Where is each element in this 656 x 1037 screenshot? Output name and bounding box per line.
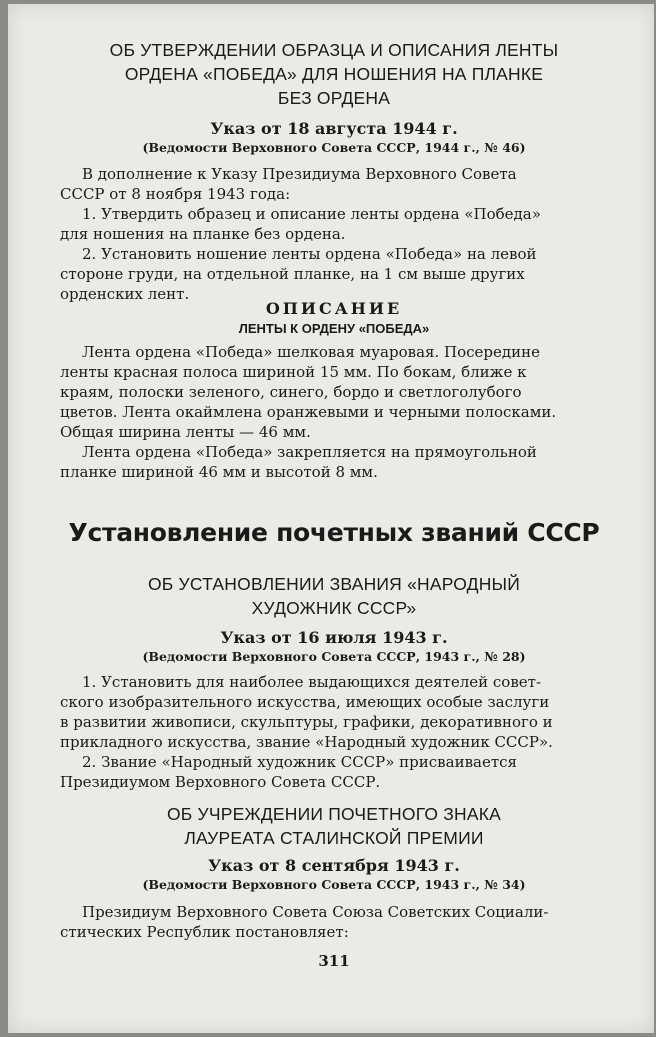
decree-title-victory-ribbon: ОБ УТВЕРЖДЕНИИ ОБРАЗЦА И ОПИСАНИЯ ЛЕНТЫ ОРДЕНА «ПОБЕДА» ДЛЯ НОШЕНИЯ НА ПЛАНКЕ БЕЗ ОРДЕНА [109,40,559,108]
book-page [8,4,654,1033]
decree-source: (Ведомости Верховного Совета СССР, 1943 г., № 28) [142,649,526,664]
section-title: Установление почетных званий СССР [68,518,600,547]
decree-title-peoples-artist: ОБ УСТАНОВЛЕНИИ ЗВАНИЯ «НАРОДНЫЙ ХУДОЖНИК СССР» [147,574,521,618]
decree-title-stalin-prize-badge: ОБ УЧРЕЖДЕНИИ ПОЧЕТНОГО ЗНАКА ЛАУРЕАТА СТАЛИНСКОЙ ПРЕМИИ [166,804,502,848]
decree-body: В дополнение к Указу Президиума Верховного Совета СССР от 8 ноября 1943 года: 1. Утвердить образец и описание ленты ордена «Победа» для ношения на планке без ордена. 2. Установить ношение ленты ордена «Победа» на левой стороне груди, на отдельной планке, на 1 см выше других орденских лент. [60,165,541,303]
description-heading: ОПИСАНИЕ [265,299,403,318]
decree-date: Указ от 8 сентября 1943 г. [208,856,460,875]
description-subheading: ЛЕНТЫ К ОРДЕНУ «ПОБЕДА» [238,321,430,336]
decree-body: Президиум Верховного Совета Союза Советских Социали- стических Республик постановляет: [60,903,549,941]
decree-body: 1. Установить для наиболее выдающихся деятелей совет- ского изобразительного искусства, имеющих особые заслуги в развитии живописи, скульптуры, графики, декоративного и прикладного искусства, звание «Народный художник СССР». 2. Звание «Народный художник СССР» присваивается Президиумом Верховного Совета СССР. [60,673,553,791]
decree-date: Указ от 18 августа 1944 г. [210,119,458,138]
decree-source: (Ведомости Верховного Совета СССР, 1944 г., № 46) [142,140,526,155]
decree-source: (Ведомости Верховного Совета СССР, 1943 г., № 34) [142,877,526,892]
page-number: 311 [318,952,350,970]
description-body: Лента ордена «Победа» шелковая муаровая. Посередине ленты красная полоса шириной 15 мм. По бокам, ближе к краям, полоски зеленого, синего, бордо и светлоголубого цветов. Лента окаймлена оранжевыми и черными полосками. Общая ширина ленты — 46 мм. Лента ордена «Победа» закрепляется на прямоугольной планке шириной 46 мм и высотой 8 мм. [60,343,557,481]
decree-date: Указ от 16 июля 1943 г. [220,628,448,647]
